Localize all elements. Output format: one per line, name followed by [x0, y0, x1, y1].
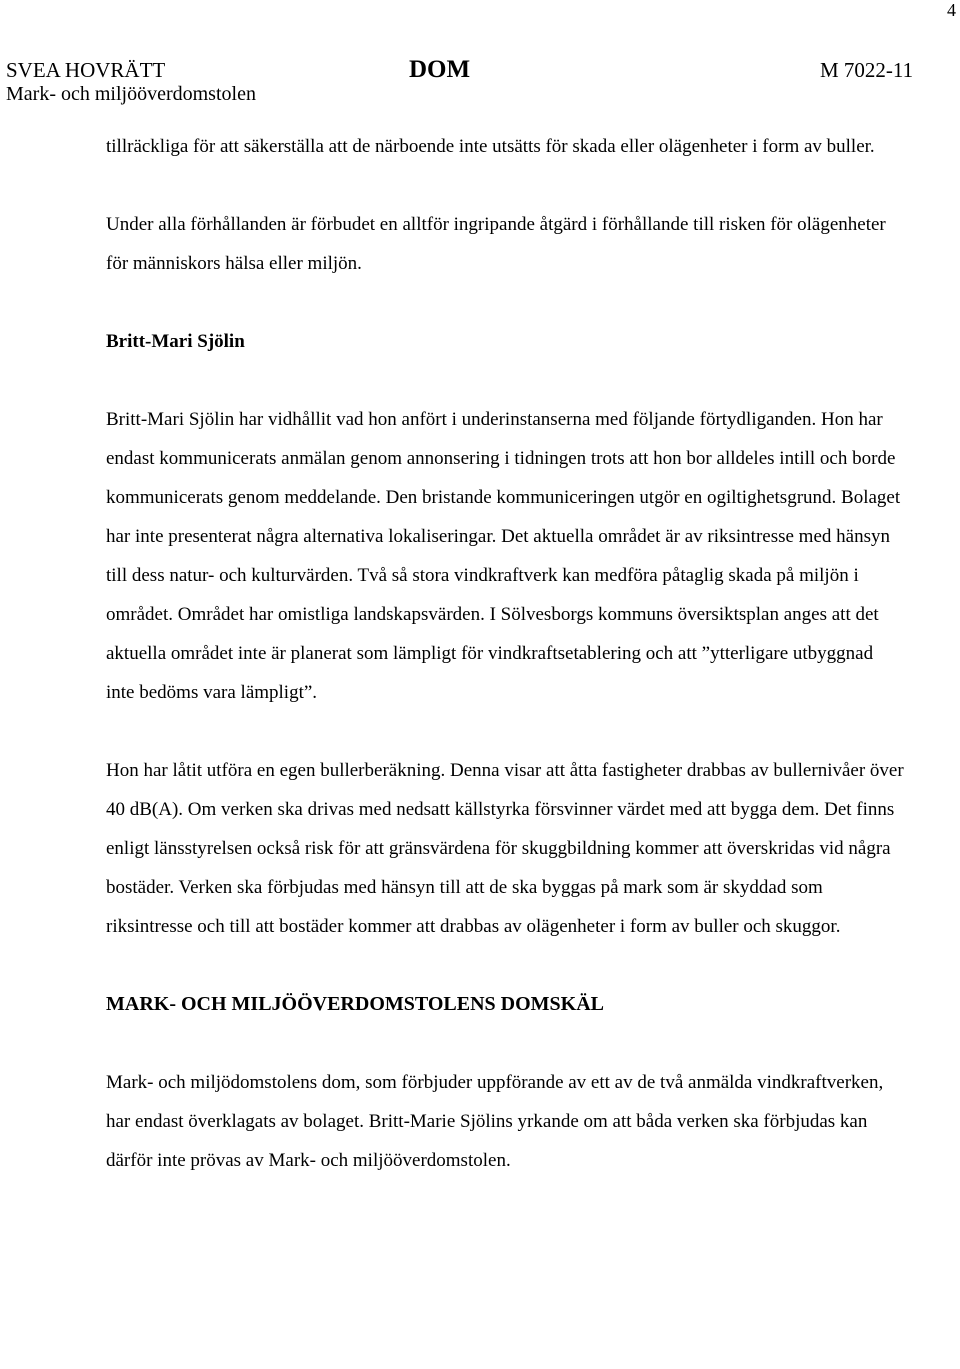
- paragraph: Under alla förhållanden är förbudet en alltför ingripande åtgärd i förhållande till risken för olägenheter för människors hälsa eller miljön.: [106, 214, 886, 274]
- document-body: [106, 127, 906, 1180]
- paragraph: Mark- och miljödomstolens dom, som förbjuder uppförande av ett av de två anmälda vindkraftverken, har endast överklagats av bolaget. Britt-Marie Sjölins yrkande om att båda verken ska förbjudas kan därför inte prövas av Mark- och miljööverdomstolen.: [106, 1072, 884, 1171]
- paragraph-spacer: [106, 166, 906, 205]
- paragraph-spacer: [106, 1024, 906, 1063]
- paragraph: Hon har låtit utföra en egen bullerberäkning. Denna visar att åtta fastigheter drabbas av bullernivåer över 40 dB(A). Om verken ska drivas med nedsatt källstyrka försvinner värdet med att bygga dem. Det finns enligt länsstyrelsen också risk för att gränsvärdena för skuggbildning kommer att överskridas vid några bostäder. Verken ska förbjudas med hänsyn till att de ska byggas på mark som är skyddad som riksintresse och till att bostäder kommer att drabbas av olägenheter i form av buller och skuggor.: [106, 760, 904, 937]
- document-type: DOM: [409, 56, 471, 83]
- party-heading: Britt-Mari Sjölin: [106, 331, 245, 352]
- section-heading: MARK- OCH MILJÖÖVERDOMSTOLENS DOMSKÄL: [106, 993, 604, 1015]
- court-name: SVEA HOVRÄTT: [6, 58, 166, 82]
- paragraph-spacer: [106, 361, 906, 400]
- paragraph-spacer: [106, 946, 906, 985]
- paragraph-spacer: [106, 283, 906, 322]
- page-number: 4: [947, 0, 956, 20]
- paragraph: tillräckliga för att säkerställa att de närboende inte utsätts för skada eller olägenheter i form av buller.: [106, 136, 875, 157]
- paragraph: Britt-Mari Sjölin har vidhållit vad hon anfört i underinstanserna med följande förtydliganden. Hon har endast kommunicerats anmälan genom annonsering i tidningen trots att hon bor alldeles intill och borde kommunicerats genom meddelande. Den bristande kommuniceringen utgör en ogiltighetsgrund. Bolaget har inte presenterat några alternativa lokaliseringar. Det aktuella området är av riksintresse med hänsyn till dess natur- och kulturvärden. Två så stora vindkraftverk kan medföra påtaglig skada på miljön i området. Området har omistliga landskapsvärden. I Sölvesborgs kommuns översiktsplan anges att det aktuella området inte är planerat som lämpligt för vindkraftsetablering och att ”ytterligare utbyggnad inte bedöms vara lämpligt”.: [106, 409, 901, 703]
- case-number: M 7022-11: [820, 58, 914, 82]
- paragraph-spacer: [106, 712, 906, 751]
- court-department: Mark- och miljööverdomstolen: [6, 83, 256, 105]
